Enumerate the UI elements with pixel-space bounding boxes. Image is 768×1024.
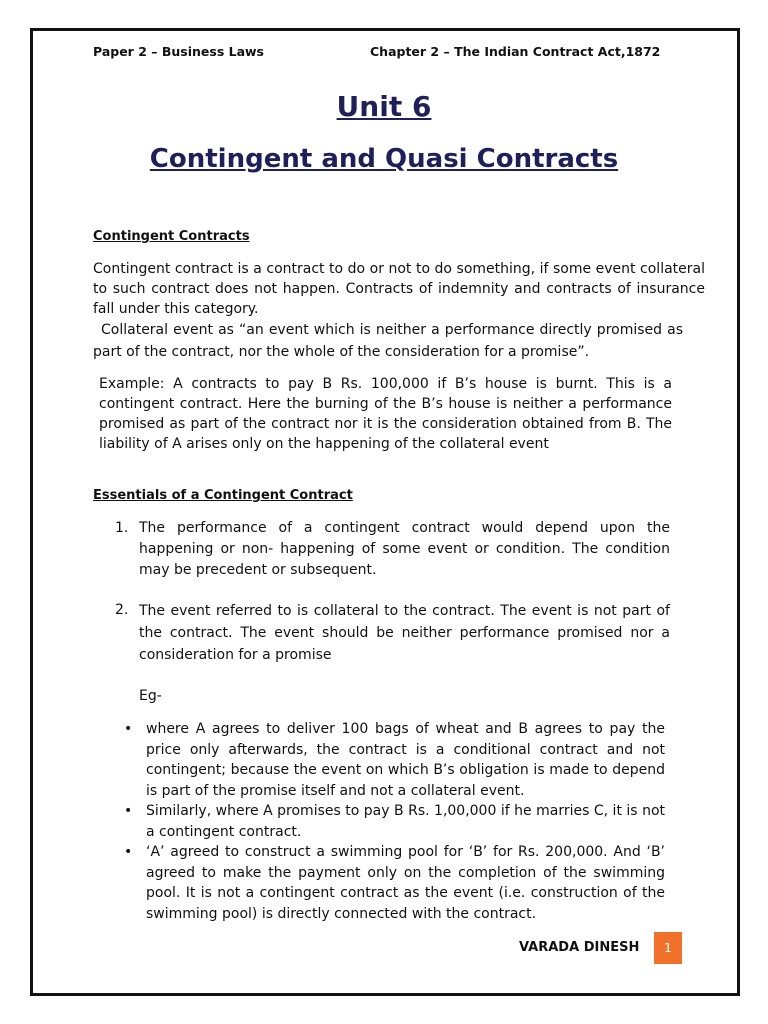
list-item <box>120 801 665 842</box>
list-item <box>115 600 670 666</box>
author-name: VARADA DINESH <box>519 940 640 955</box>
definition-paragraph: Contingent contract is a contract to do or not to do something, if some event collateral to such contract does not happen. Contracts of indemnity and contracts of insurance fall under this category. <box>93 261 705 317</box>
bullet-icon: • <box>124 803 133 819</box>
page-title: Contingent and Quasi Contracts <box>149 144 619 174</box>
list-item-text: The event referred to is collateral to the contract. The event is not part of the contract. The event should be neither performance promised nor a consideration for a promise <box>139 603 670 663</box>
list-item <box>120 842 665 924</box>
list-number: 2. <box>115 602 129 618</box>
list-item-text: Similarly, where A promises to pay B Rs. 1,00,000 if he marries C, it is not a contingent contract. <box>146 803 665 840</box>
section-heading-essentials: Essentials of a Contingent Contract <box>93 488 353 503</box>
example-label: Eg- <box>139 688 162 704</box>
bullet-icon: • <box>124 844 133 860</box>
header-paper: Paper 2 – Business Laws <box>93 44 265 59</box>
list-number: 1. <box>115 520 129 536</box>
list-item-text: The performance of a contingent contract would depend upon the happening or non- happening of some event or condition. The condition may be precedent or subsequent. <box>139 520 670 578</box>
list-item <box>120 719 665 801</box>
collateral-event-paragraph: Collateral event as “an event which is neither a performance directly promised as part of the contract, nor the whole of the consideration for a promise”. <box>93 322 683 360</box>
unit-title: Unit 6 <box>336 90 432 123</box>
example-paragraph: Example: A contracts to pay B Rs. 100,000 if B’s house is burnt. This is a contingent contract. Here the burning of the B’s house is neither a performance promised as part of the contract nor it is the consideration obtained from B. The liability of A arises only on the happening of the collateral event <box>99 376 672 452</box>
list-item-text: ‘A’ agreed to construct a swimming pool for ‘B’ for Rs. 200,000. And ‘B’ agreed to make the payment only on the completion of the swimming pool. It is not a contingent contract as the event (i.e. construction of the swimming pool) is directly connected with the contract. <box>146 844 665 922</box>
list-item <box>115 518 670 581</box>
list-item-text: where A agrees to deliver 100 bags of wheat and B agrees to pay the price only afterwards, the contract is a conditional contract and not contingent; because the event on which B’s obligation is made to depend is part of the promise itself and not a collateral event. <box>146 721 665 799</box>
examples-bullet-list <box>120 719 665 924</box>
section-heading-contingent: Contingent Contracts <box>93 229 250 244</box>
bullet-icon: • <box>124 721 133 737</box>
page-number: 1 <box>654 932 682 964</box>
header-chapter: Chapter 2 – The Indian Contract Act,1872 <box>370 44 661 59</box>
